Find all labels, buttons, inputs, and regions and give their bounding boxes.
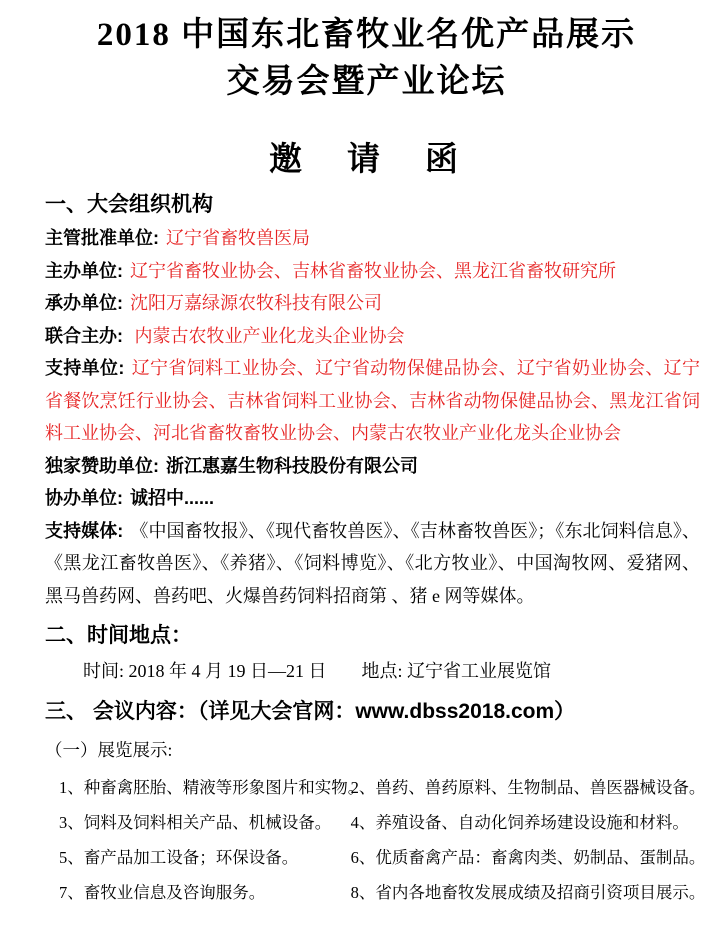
section3-heading: 三、 会议内容：（详见大会官网：www.dbss2018.com） (45, 700, 576, 723)
org-row-label: 支持媒体: (45, 520, 124, 541)
time-value: 2018 年 4 月 19 日—21 日 (128, 661, 327, 681)
exhibit-item-3: 3、饲料及饲料相关产品、机械设备。 (59, 813, 332, 832)
exhibit-list (45, 770, 706, 910)
org-row-sponsor (45, 450, 700, 483)
exhibit-row (59, 875, 706, 910)
exhibit-item-2: 2、兽药、兽药原料、生物制品、兽医器械设备。 (350, 778, 706, 797)
exhibit-item-8: 8、省内各地畜牧发展成绩及招商引资项目展示。 (350, 883, 706, 902)
org-row-supporters (45, 352, 700, 450)
exhibit-item-5: 5、畜产品加工设备；环保设备。 (59, 848, 299, 867)
org-row-label: 支持单位: (45, 358, 125, 378)
org-row-value: 沈阳万嘉绿源农牧科技有限公司 (130, 293, 382, 313)
org-row-label: 协办单位: (45, 488, 123, 508)
org-row-label: 主管批准单位: (45, 228, 159, 248)
org-row-label: 主办单位: (45, 260, 123, 281)
org-row-coorganizer (45, 482, 700, 515)
org-row-value: 辽宁省饲料工业协会、辽宁省动物保健品协会、辽宁省奶业协会、辽宁省餐饮烹饪行业协会、吉林省饲料工业协会、吉林省动物保健品协会、黑龙江省饲料工业协会、河北省畜牧畜牧业协会、内蒙古农牧业产业化龙头企业协会 (45, 358, 701, 443)
place-value: 辽宁省工业展览馆 (407, 661, 552, 681)
exhibit-item-1: 1、种畜禽胚胎、精液等形象图片和实物。 (59, 778, 365, 797)
org-row-value: 内蒙古农牧业产业化龙头企业协会 (130, 325, 405, 346)
place-label: 地点: (361, 661, 403, 681)
exhibit-item-4: 4、养殖设备、自动化饲养场建设设施和材料。 (350, 813, 689, 832)
exhibit-row (59, 840, 706, 875)
invitation-heading: 邀 请 函 (269, 142, 464, 178)
org-row-value: 诚招中...... (130, 488, 215, 508)
org-row-host (45, 255, 700, 288)
org-row-cohost (45, 320, 700, 353)
section2-heading: 二、时间地点： (45, 624, 192, 647)
exhibit-row (59, 805, 700, 840)
document-title-line2: 交易会暨产业论坛 (226, 64, 507, 100)
exhibition-subheading: （一）展览展示: (45, 740, 173, 760)
org-row-media (45, 515, 700, 613)
org-row-value: 《中国畜牧报》、《现代畜牧兽医》、《吉林畜牧兽医》；《东北饲料信息》、《黑龙江畜牧兽医》、《养猪》、《饲料博览》、《北方牧业》、中国淘牧网、爱猪网、黑马兽药网、兽药吧、火爆兽药饲料招商第 、猪 e 网等媒体。 (45, 520, 701, 606)
time-label: 时间: (83, 661, 125, 681)
exhibit-item-7: 7、畜牧业信息及咨询服务。 (59, 883, 266, 902)
org-row-value: 辽宁省畜牧兽医局 (166, 228, 310, 248)
org-row-label: 承办单位: (45, 293, 123, 313)
org-row-value: 浙江惠嘉生物科技股份有限公司 (166, 455, 418, 476)
org-row-label: 联合主办: (45, 325, 123, 346)
document-title (33, 12, 700, 106)
org-row-label: 独家赞助单位: (45, 455, 159, 476)
document-title-line1: 2018 中国东北畜牧业名优产品展示 (96, 17, 637, 53)
exhibit-item-6: 6、优质畜禽产品：畜禽肉类、奶制品、蛋制品。 (350, 848, 706, 867)
org-row-organizer (45, 287, 700, 320)
schedule-line (45, 654, 700, 688)
section1-heading: 一、大会组织机构 (45, 193, 213, 216)
exhibit-row (59, 770, 706, 805)
org-row-value: 辽宁省畜牧业协会、吉林省畜牧业协会、黑龙江省畜牧研究所 (130, 260, 616, 281)
org-row-approval (45, 222, 700, 255)
